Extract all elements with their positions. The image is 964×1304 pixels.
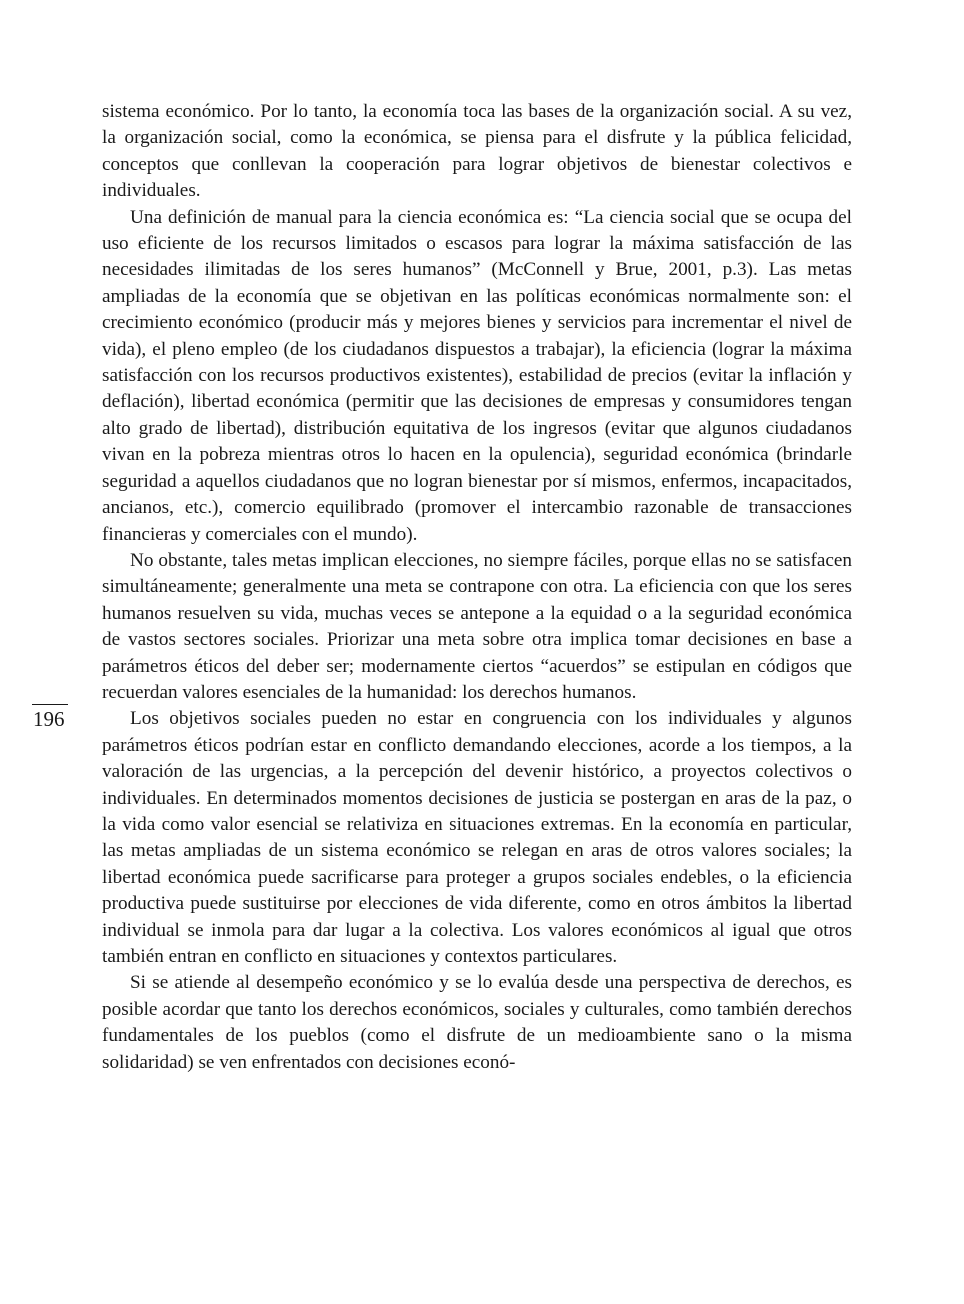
- paragraph-rights-perspective: Si se atiende al desempeño económico y se lo evalúa desde una perspectiva de derechos, es posible acordar que tanto los derechos económicos, sociales y culturales, como también derechos fundamentales de los pueblos (como el disfrute de un medioambiente sano o la misma solidaridad) se ven enfrentados con decisiones econó-: [102, 972, 852, 1073]
- body-text: [102, 99, 852, 1076]
- paragraph-continuation: sistema económico. Por lo tanto, la economía toca las bases de la organización social. A su vez, la organización social, como la económica, se piensa para el disfrute y la pública felicidad, conceptos que conllevan la cooperación para lograr objetivos de bienestar colectivos e individuales.: [102, 101, 852, 202]
- paragraph-social-objectives: Los objetivos sociales pueden no estar en congruencia con los individuales y algunos parámetros éticos podrían estar en conflicto demandando elecciones, acorde a los tiempos, a la valoración de las urgencias, a la percepción del devenir histórico, a proyectos colectivos o individuales. En determinados momentos decisiones de justicia se postergan en aras de la paz, o la vida como valor esencial se relativiza en situaciones extremas. En la economía en particular, las metas ampliadas de un sistema económico se relegan en aras de otros valores sociales; la libertad económica puede sacrificarse para proteger a grupos sociales endebles, o la eficiencia productiva puede sustituirse por elecciones de vida diferente, como en otros ámbitos la libertad individual se inmola para dar lugar a la colectiva. Los valores económicos al igual que otros también entran en conflicto en situaciones y contextos particulares.: [102, 708, 852, 967]
- page-number: 196: [33, 707, 65, 731]
- paragraph-choices: No obstante, tales metas implican elecciones, no siempre fáciles, porque ellas no se satisfacen simultáneamente; generalmente una meta se contrapone con otra. La eficiencia con que los seres humanos resuelven su vida, muchas veces se antepone a la equidad o a la seguridad económica de vastos sectores sociales. Priorizar una meta sobre otra implica tomar decisiones en base a parámetros éticos del deber ser; modernamente ciertos “acuerdos” se estipulan en códigos que recuerdan valores esenciales de la humanidad: los derechos humanos.: [102, 549, 852, 703]
- page-number-rule: [32, 704, 68, 705]
- paragraph-definition: Una definición de manual para la ciencia económica es: “La ciencia social que se ocupa del uso eficiente de los recursos limitados o escasos para lograr la máxima satisfacción de las necesidades ilimitadas de los seres humanos” (McConnell y Brue, 2001, p.3). Las metas ampliadas de la economía que se objetivan en las políticas económicas normalmente son: el crecimiento económico (producir más y mejores bienes y servicios para incrementar el nivel de vida), el pleno empleo (de los ciudadanos dispuestos a trabajar), la eficiencia (lograr la máxima satisfacción con los recursos productivos existentes), estabilidad de precios (evitar la inflación y deflación), libertad económica (permitir que las decisiones de empresas y consumidores tengan alto grado de libertad), distribución equitativa de los ingresos (evitar que algunos ciudadanos vivan en la pobreza mientras otros lo hacen en la opulencia), seguridad económica (brindarle seguridad a aquellos ciudadanos que no logran bienestar por sí mismos, enfermos, incapacitados, ancianos, etc.), comercio equilibrado (promover el intercambio razonable de transacciones financieras y comerciales con el mundo).: [102, 206, 852, 545]
